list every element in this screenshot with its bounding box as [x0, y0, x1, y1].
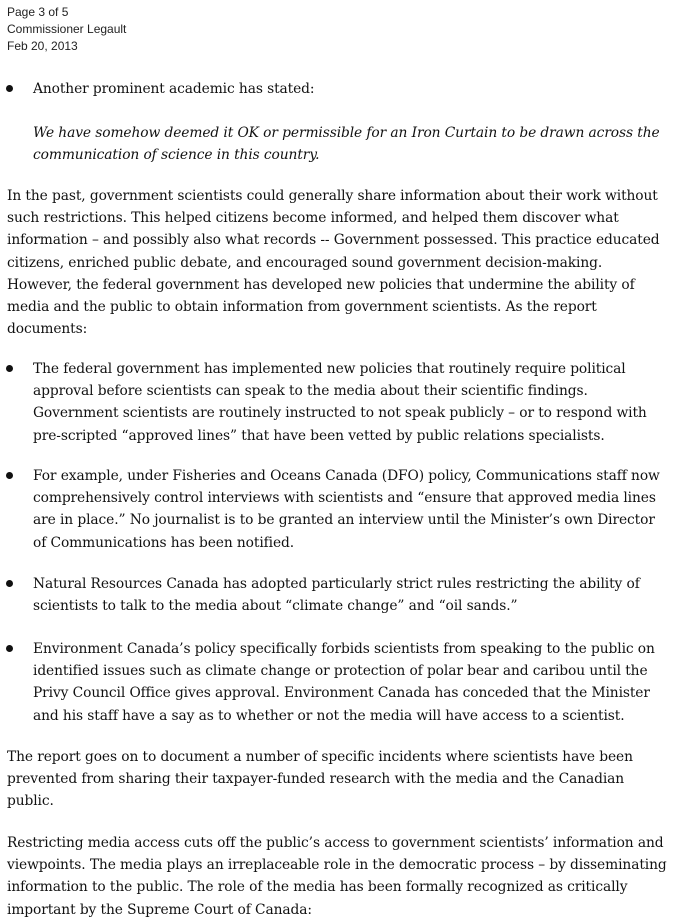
page-number-label: Page 3 of 5: [7, 5, 69, 19]
paragraph-line: citizens, enriched public debate, and encouraged sound government decision-making.: [7, 254, 603, 271]
intro-bullet-text: Another prominent academic has stated:: [33, 81, 315, 97]
bullet-icon: [6, 85, 13, 92]
quote-line: communication of science in this country.: [33, 147, 320, 164]
bullet-line: For example, under Fisheries and Oceans Canada (DFO) policy, Communications staff now: [33, 468, 660, 484]
bullet-line: of Communications has been notified.: [33, 534, 295, 551]
paragraph-line: media and the public to obtain information from government scientists. As the report: [7, 299, 597, 316]
paragraph-line: viewpoints. The media plays an irreplaceable role in the democratic process – by disseminating: [7, 857, 667, 874]
bullet-line: are in place.” No journalist is to be granted an interview until the Minister’s own Director: [33, 512, 655, 529]
bullet-line: Privy Council Office gives approval. Environment Canada has conceded that the Minister: [33, 685, 650, 702]
bullet-line: pre-scripted “approved lines” that have been vetted by public relations specialists.: [33, 427, 605, 444]
bullet-line: and his staff have a say as to whether or not the media will have access to a scientist.: [33, 707, 625, 724]
bullet-line: comprehensively control interviews with scientists and “ensure that approved media lines: [33, 490, 656, 507]
block-quote: [33, 122, 673, 166]
bullet-line: The federal government has implemented new policies that routinely require political: [33, 361, 626, 377]
paragraph-line: important by the Supreme Court of Canada:: [7, 901, 312, 918]
bullet-line: Environment Canada’s policy specifically forbids scientists from speaking to the public on: [33, 641, 655, 657]
bullet-nrcan-rules: [33, 573, 685, 617]
paragraph-line: In the past, government scientists could generally share information about their work without: [7, 188, 658, 204]
bullet-line: Government scientists are routinely instructed to not speak publicly – or to respond with: [33, 405, 647, 422]
bullet-political-approval: [33, 358, 685, 447]
paragraph-line: documents:: [7, 321, 88, 338]
addressee-label: Commissioner Legault: [7, 22, 127, 37]
bullet-line: approval before scientists can speak to the media about their scientific findings.: [33, 383, 588, 400]
date-label: Feb 20, 2013: [7, 39, 78, 54]
paragraph-incidents: [7, 746, 687, 813]
bullet-environment-canada: [33, 638, 685, 727]
paragraph-line: information to the public. The role of the media has been formally recognized as critically: [7, 879, 628, 896]
bullet-line: identified issues such as climate change or protection of polar bear and caribou until the: [33, 663, 648, 680]
bullet-line: scientists to talk to the media about “climate change” and “oil sands.”: [33, 598, 518, 615]
paragraph-line: such restrictions. This helped citizens become informed, and helped them discover what: [7, 210, 619, 227]
bullet-icon: [6, 645, 13, 652]
paragraph-line: Restricting media access cuts off the public’s access to government scientists’ information and: [7, 835, 664, 851]
paragraph-line: information – and possibly also what records -- Government possessed. This practice educated: [7, 232, 660, 249]
paragraph-line: public.: [7, 793, 54, 810]
quote-line: We have somehow deemed it OK or permissible for an Iron Curtain to be drawn across the: [33, 125, 660, 141]
bullet-icon: [6, 365, 13, 372]
page-header: [7, 4, 126, 56]
bullet-line: Natural Resources Canada has adopted particularly strict rules restricting the ability of: [33, 576, 640, 592]
paragraph-restrictions: [7, 185, 687, 340]
paragraph-line: However, the federal government has developed new policies that undermine the ability of: [7, 276, 635, 293]
paragraph-media-access: [7, 832, 687, 921]
bullet-icon: [6, 472, 13, 479]
bullet-dfo-policy: [33, 465, 685, 554]
paragraph-line: prevented from sharing their taxpayer-funded research with the media and the Canadian: [7, 771, 625, 788]
intro-bullet: [33, 78, 685, 100]
bullet-icon: [6, 580, 13, 587]
paragraph-line: The report goes on to document a number of specific incidents where scientists have been: [7, 749, 633, 765]
